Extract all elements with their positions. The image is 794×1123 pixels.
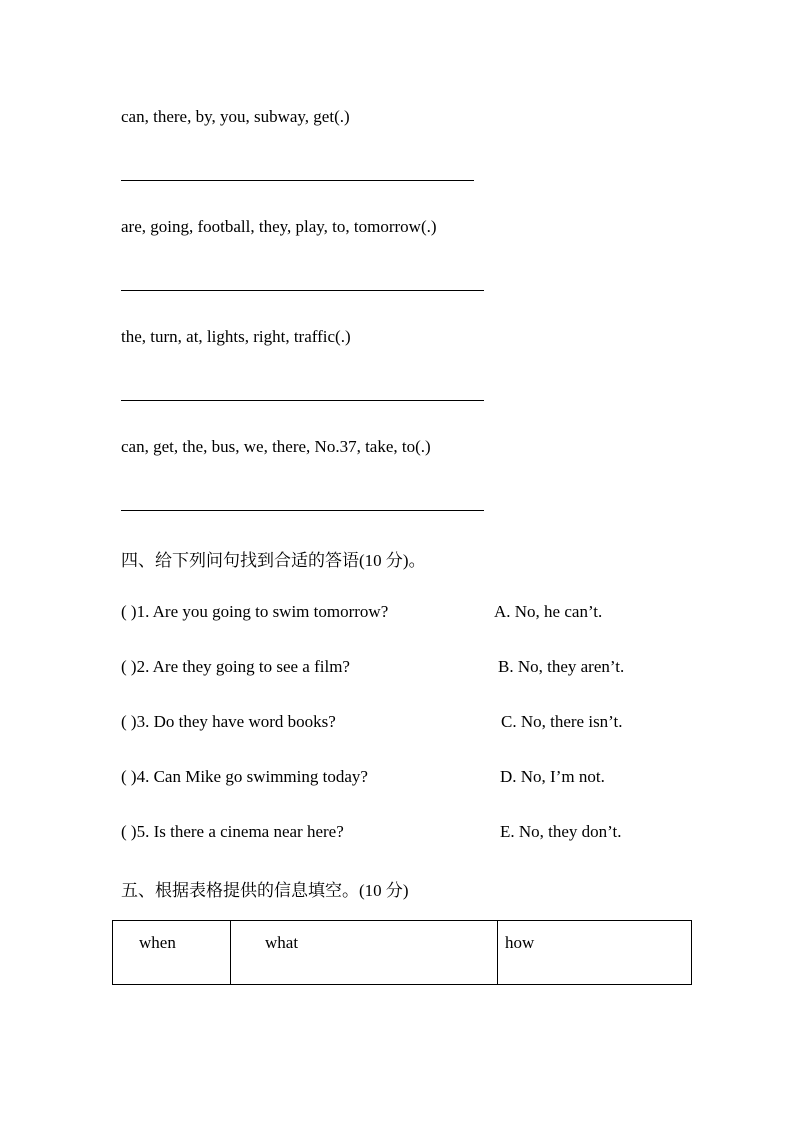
scramble-words-4: can, get, the, bus, we, there, No.37, take, to(.): [121, 437, 431, 456]
answer-line-1: [121, 180, 474, 181]
question-text: 1. Are you going to swim tomorrow?: [136, 602, 389, 621]
question-row-1: [121, 602, 388, 622]
answer-line-2: [121, 290, 484, 291]
question-row-4: [121, 767, 368, 787]
question-row-5: [121, 822, 344, 842]
answer-option-a: A. No, he can’t.: [494, 602, 603, 621]
answer-paren: ( ): [121, 712, 137, 731]
question-text: 3. Do they have word books?: [136, 712, 336, 731]
table-header-cell: what: [231, 921, 498, 985]
scramble-words-3: the, turn, at, lights, right, traffic(.): [121, 327, 351, 346]
question-text: 5. Is there a cinema near here?: [136, 822, 344, 841]
answer-paren: ( ): [121, 602, 137, 621]
question-text: 2. Are they going to see a film?: [136, 657, 350, 676]
section-5-heading: 五、根据表格提供的信息填空。(10 分): [121, 881, 409, 900]
answer-option-d: D. No, I’m not.: [500, 767, 605, 786]
question-row-3: [121, 712, 336, 732]
answer-line-3: [121, 400, 484, 401]
scramble-words-1: can, there, by, you, subway, get(.): [121, 107, 350, 126]
section-4-heading: 四、给下列问句找到合适的答语(10 分)。: [121, 551, 426, 570]
table-header-row: [113, 921, 692, 985]
answer-option-e: E. No, they don’t.: [500, 822, 622, 841]
scramble-words-2: are, going, football, they, play, to, tomorrow(.): [121, 217, 437, 236]
answer-paren: ( ): [121, 657, 137, 676]
answer-line-4: [121, 510, 484, 511]
table-header-cell: how: [498, 921, 692, 985]
table-header-cell: when: [113, 921, 231, 985]
question-text: 4. Can Mike go swimming today?: [136, 767, 368, 786]
answer-option-c: C. No, there isn’t.: [501, 712, 623, 731]
answer-paren: ( ): [121, 822, 137, 841]
answer-paren: ( ): [121, 767, 137, 786]
info-table: [112, 920, 692, 985]
answer-option-b: B. No, they aren’t.: [498, 657, 625, 676]
question-row-2: [121, 657, 350, 677]
